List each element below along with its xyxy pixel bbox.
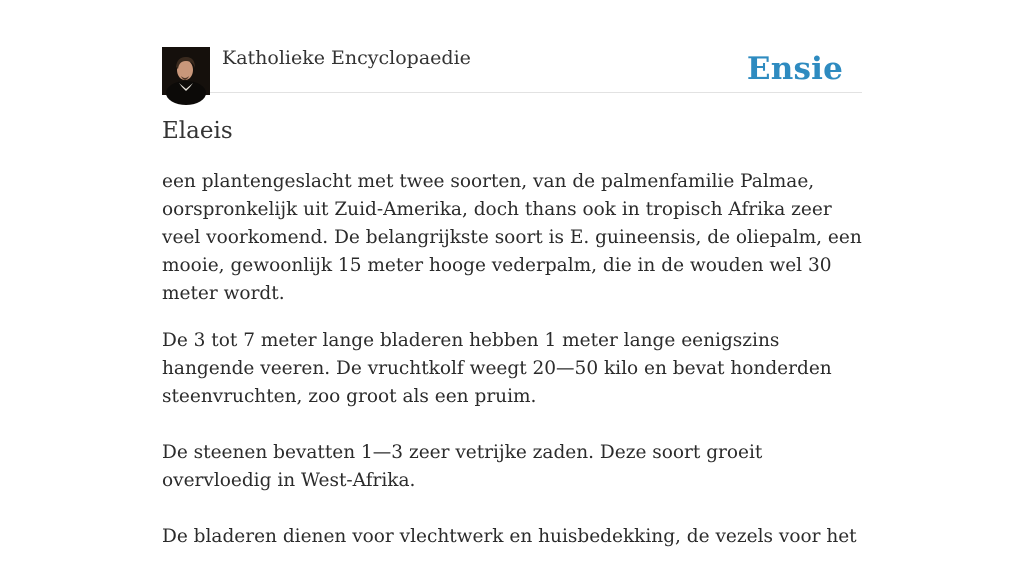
site-name[interactable]: Katholieke Encyclopaedie [222,47,471,69]
article-paragraph: De steenen bevatten 1—3 zeer vetrijke zaden. Deze soort groeit overvloedig in West-Afrika. [162,442,763,491]
portrait-avatar-svg [162,47,210,95]
article-paragraph: De 3 tot 7 meter lange bladeren hebben 1 meter lange eenigszins hangende veeren. De vruchtkolf weegt 20—50 kilo en bevat honderden steenvruchten, zoo groot als een pruim. [162,330,832,407]
page-container [162,0,862,547]
article-paragraph: De bladeren dienen voor vlechtwerk en huisbedekking, de vezels voor het [162,526,857,547]
article-paragraph: een plantengeslacht met twee soorten, van de palmenfamilie Palmae, oorspronkelijk uit Zuid-Amerika, doch thans ook in tropisch Afrika zeer veel voorkomend. De belangrijkste soort is E. guineensis, de oliepalm, een mooie, gewoonlijk 15 meter hooge vederpalm, die in de wouden wel 30 meter wordt. [162,171,862,304]
ensie-logo[interactable]: Ensie [746,51,843,87]
article-body [162,168,862,570]
portrait-avatar-icon[interactable] [162,47,210,95]
article-title: Elaeis [162,118,233,144]
site-header [162,0,862,93]
